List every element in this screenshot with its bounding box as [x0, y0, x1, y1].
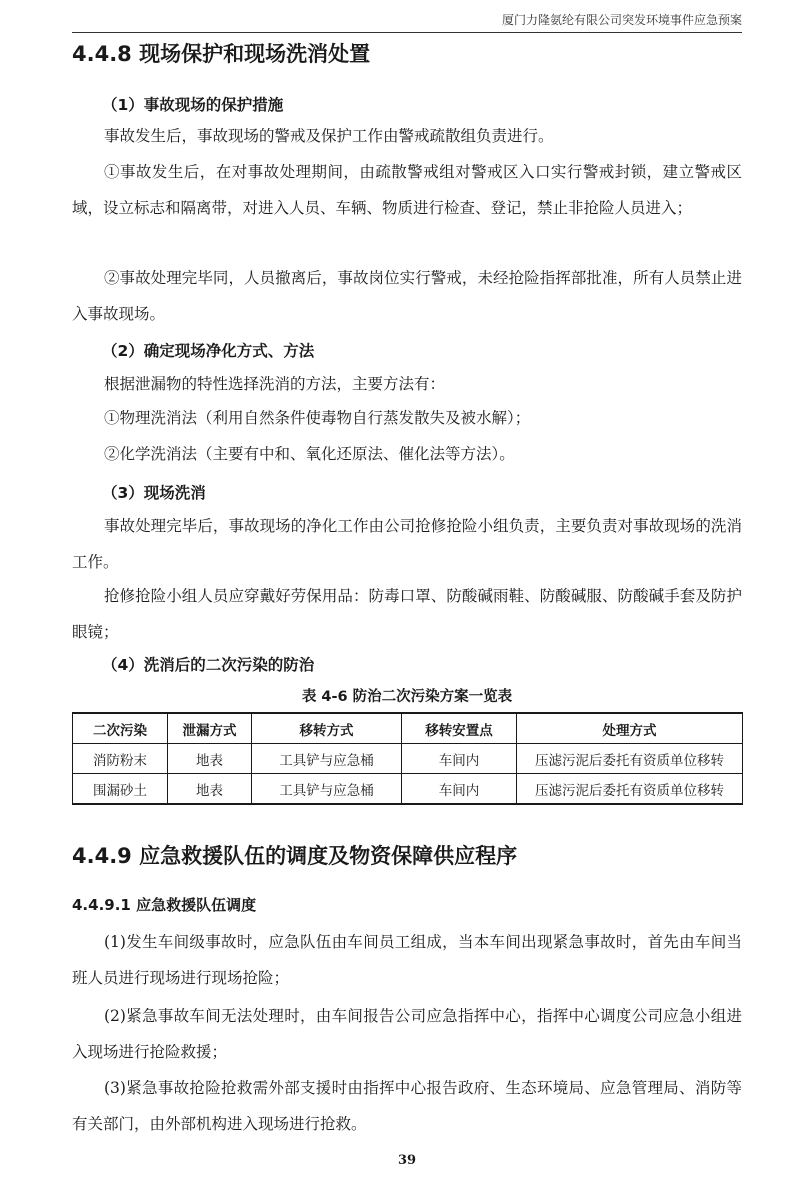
table-header-row [73, 713, 743, 744]
table-cell: 地表 [168, 774, 252, 805]
paragraph: (3)紧急事故抢险抢救需外部支援时由指挥中心报告政府、生态环境局、应急管理局、消防等有关部门，由外部机构进入现场进行抢救。 [72, 1079, 742, 1133]
subsection-title-1: （1）事故现场的保护措施 [102, 96, 284, 114]
table-cell: 围漏砂土 [73, 774, 168, 805]
paragraph: ①物理洗消法（利用自然条件使毒物自行蒸发散失及被水解）； [104, 409, 531, 427]
document-page [72, 0, 742, 1200]
subsection-title-2: （2）确定现场净化方式、方法 [102, 342, 315, 360]
column-header: 二次污染 [73, 713, 168, 744]
header-rule [72, 32, 742, 33]
paragraph: ②化学洗消法（主要有中和、氧化还原法、催化法等方法）。 [104, 445, 515, 463]
paragraph: (1)发生车间级事故时，应急队伍由车间员工组成，当本车间出现紧急事故时，首先由车间当班人员进行现场进行现场抢险； [72, 933, 742, 987]
paragraph: 抢修抢险小组人员应穿戴好劳保用品：防毒口罩、防酸碱雨鞋、防酸碱服、防酸碱手套及防护眼镜； [72, 587, 742, 641]
paragraph: 根据泄漏物的特性选择洗消的方法，主要方法有： [104, 375, 446, 393]
secondary-pollution-table [72, 712, 743, 805]
table-cell: 压滤污泥后委托有资质单位移转 [517, 774, 743, 805]
paragraph: (2)紧急事故车间无法处理时，由车间报告公司应急指挥中心，指挥中心调度公司应急小组进入现场进行抢险救援； [72, 1007, 742, 1061]
subsection-heading-4-4-9-1: 4.4.9.1 应急救援队伍调度 [72, 896, 257, 914]
column-header: 移转安置点 [402, 713, 517, 744]
table-caption: 表 4-6 防治二次污染方案一览表 [301, 689, 513, 705]
section-heading-4-4-9: 4.4.9 应急救援队伍的调度及物资保障供应程序 [72, 844, 518, 868]
table-row [73, 774, 743, 805]
page-number: 39 [397, 1153, 417, 1168]
table-cell: 车间内 [402, 744, 517, 774]
table-cell: 车间内 [402, 774, 517, 805]
paragraph: ①事故发生后，在对事故处理期间，由疏散警戒组对警戒区入口实行警戒封锁，建立警戒区域，设立标志和隔离带，对进入人员、车辆、物质进行检查、登记，禁止非抢险人员进入； [72, 163, 742, 217]
paragraph: 事故处理完毕后，事故现场的净化工作由公司抢修抢险小组负责，主要负责对事故现场的洗消工作。 [72, 517, 742, 571]
paragraph: ②事故处理完毕同，人员撤离后，事故岗位实行警戒，未经抢险指挥部批准，所有人员禁止进入事故现场。 [72, 269, 742, 323]
table-cell: 工具铲与应急桶 [252, 774, 402, 805]
table-row [73, 744, 743, 774]
subsection-title-3: （3）现场洗消 [102, 484, 206, 502]
paragraph: 事故发生后，事故现场的警戒及保护工作由警戒疏散组负责进行。 [104, 127, 554, 145]
subsection-title-4: （4）洗消后的二次污染的防治 [102, 656, 315, 674]
column-header: 移转方式 [252, 713, 402, 744]
table-cell: 地表 [168, 744, 252, 774]
table-cell: 工具铲与应急桶 [252, 744, 402, 774]
running-header: 厦门力隆氨纶有限公司突发环境事件应急预案 [501, 13, 742, 27]
table-cell: 消防粉末 [73, 744, 168, 774]
section-heading-4-4-8: 4.4.8 现场保护和现场洗消处置 [72, 42, 371, 66]
column-header: 泄漏方式 [168, 713, 252, 744]
column-header: 处理方式 [517, 713, 743, 744]
table-cell: 压滤污泥后委托有资质单位移转 [517, 744, 743, 774]
